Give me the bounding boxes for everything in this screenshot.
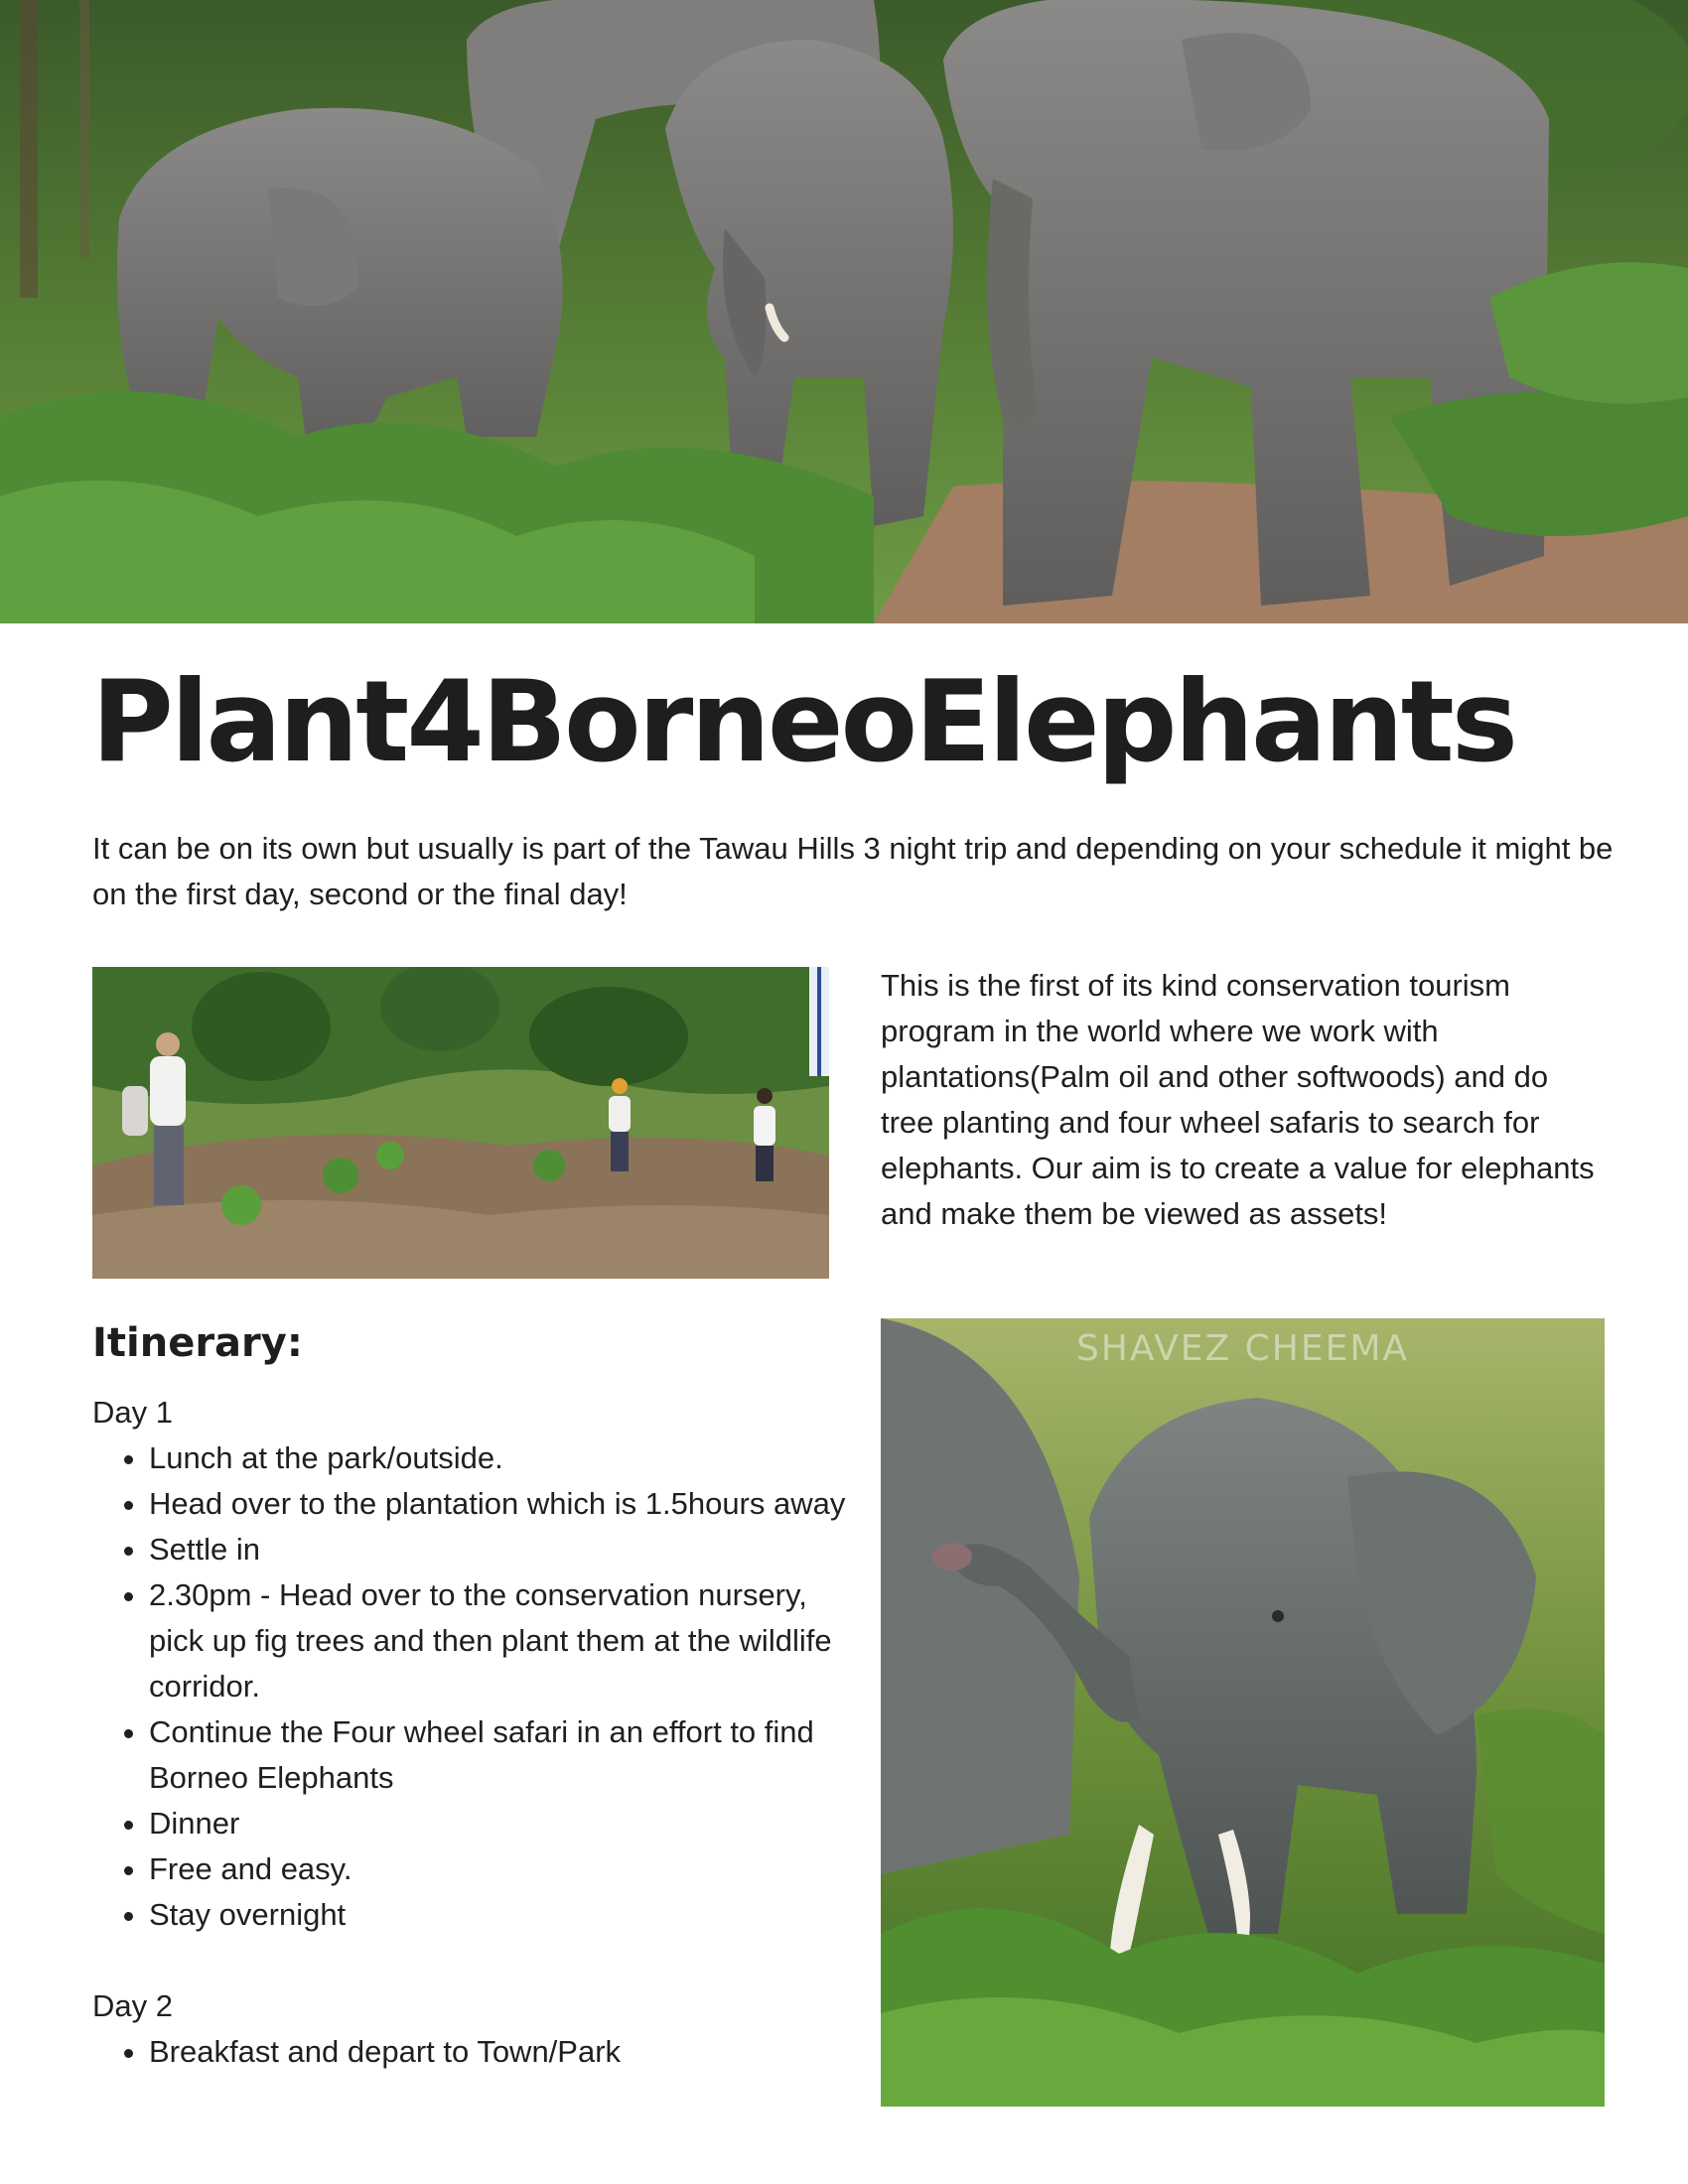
program-description: This is the first of its kind conservation tourism program in the world where we work with plantations(Palm oil and other softwoods) and do tree planting and four wheel safaris to search for elephants. Our aim is to create a value for elephants and make them be viewed as assets! [881,968,1595,1231]
list-item: • Breakfast and depart to Town/Park [149,2029,847,2075]
tree-planting-illustration [92,967,829,1279]
list-item: • Head over to the plantation which is 1.5hours away [149,1481,847,1527]
photo-watermark: SHAVEZ CHEEMA [1075,1328,1410,1369]
baby-elephant-illustration [881,1318,1605,2107]
day-1-list [92,1435,847,1938]
list-item: • Free and easy. [149,1846,847,1892]
itinerary-heading: Itinerary: [92,1320,303,1366]
day-spacer [92,1938,847,1983]
day-1-label: Day 1 [92,1395,173,1430]
tree-planting-photo [92,967,829,1279]
list-item: • Lunch at the park/outside. [149,1435,847,1481]
itinerary-section [92,1310,847,2075]
day-2-list [92,2029,847,2075]
list-item: • Settle in [149,1527,847,1572]
day-2-label: Day 2 [92,1988,173,2023]
intro-paragraph: It can be on its own but usually is part of the Tawau Hills 3 night trip and depending on your schedule it might be on the first day, second or the final day! [92,831,1614,911]
list-item: • 2.30pm - Head over to the conservation nursery, pick up fig trees and then plant them at the wildlife corridor. [149,1572,847,1709]
page-title: Plant4BorneoElephants [91,656,1515,787]
hero-photo-illustration [0,0,1688,623]
hero-elephant-herd-photo [0,0,1688,623]
baby-elephant-photo [881,1318,1605,2107]
list-item: • Dinner [149,1801,847,1846]
list-item: • Stay overnight [149,1892,847,1938]
list-item: • Continue the Four wheel safari in an effort to find Borneo Elephants [149,1709,847,1801]
